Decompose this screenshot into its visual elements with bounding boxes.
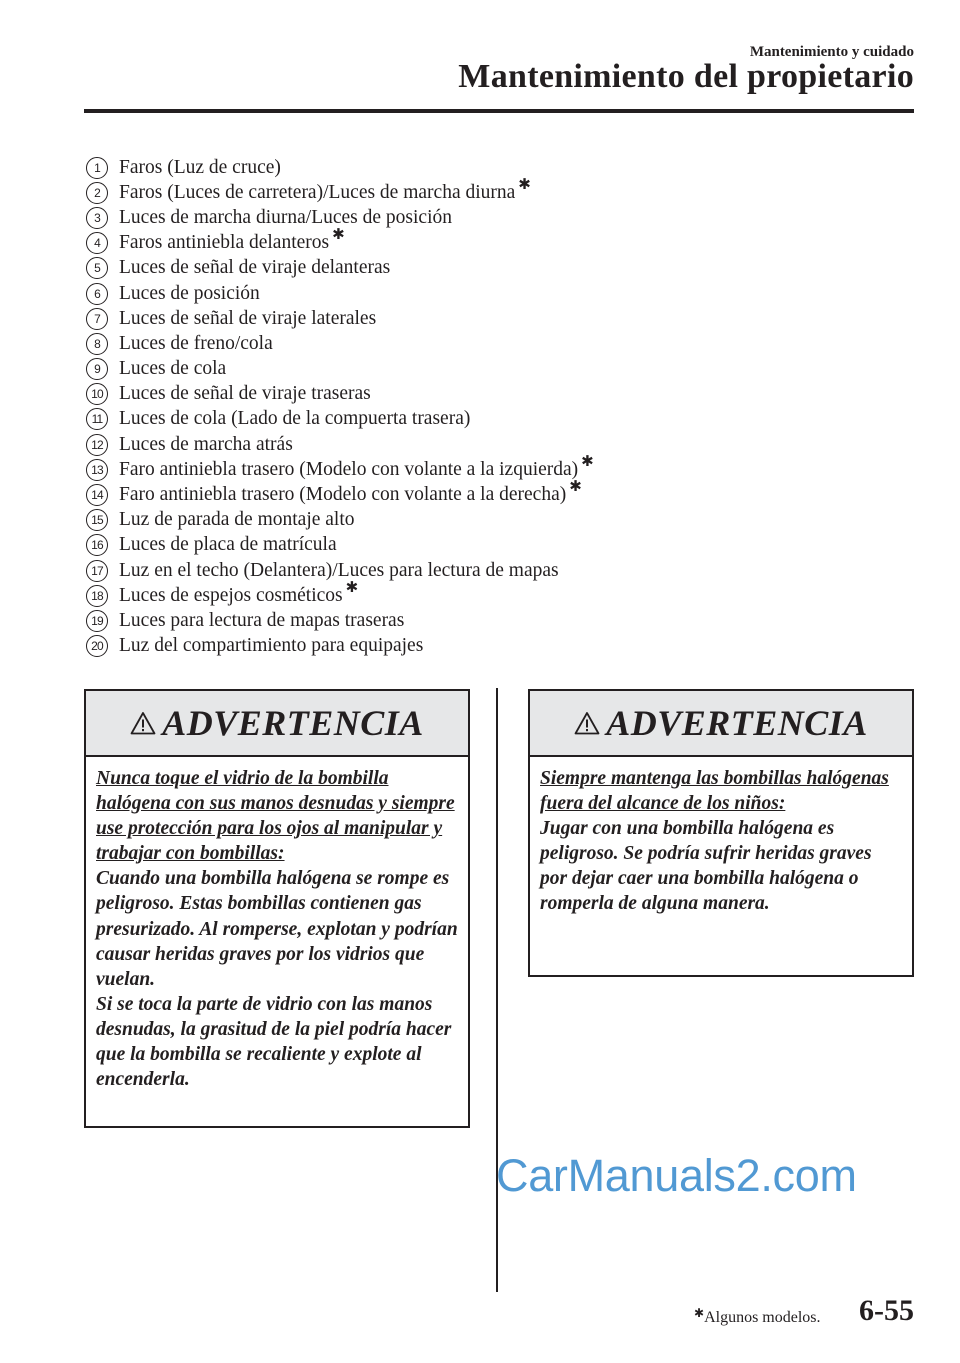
list-item — [86, 205, 866, 230]
page-title: Mantenimiento del propietario — [458, 58, 914, 95]
warning-body — [86, 757, 468, 1092]
list-item — [86, 577, 866, 608]
list-item — [86, 451, 866, 482]
item-text: Luces para lectura de mapas traseras — [119, 609, 405, 631]
item-number: 19 — [86, 610, 108, 632]
warning-box-children — [528, 689, 914, 977]
warning-body — [530, 757, 912, 917]
warning-triangle-icon — [574, 711, 600, 735]
footnote-star-icon: ✱ — [518, 174, 531, 193]
item-text: Faro antiniebla trasero (Modelo con volante a la izquierda) — [119, 458, 579, 480]
item-number: 14 — [86, 484, 108, 506]
footnote-star-icon: ✱ — [694, 1306, 705, 1320]
warning-header — [530, 691, 912, 757]
footnote-star-icon: ✱ — [581, 451, 594, 470]
warning-lead: Nunca toque el vidrio de la bombilla halógena con sus manos desnudas y siempre use protección para los ojos al manipular y trabajar con bombillas: — [96, 768, 455, 865]
item-text: Luces de señal de viraje delanteras — [119, 257, 391, 279]
list-item — [86, 634, 866, 659]
warning-title: ADVERTENCIA — [162, 703, 424, 743]
warning-text: Jugar con una bombilla halógena es peligroso. Se podría sufrir heridas graves por dejar caer una bombilla halógena o romperla de alguna manera. — [540, 818, 872, 915]
item-number: 17 — [86, 560, 108, 582]
item-number: 20 — [86, 635, 108, 657]
item-text: Luces de cola (Lado de la compuerta trasera) — [119, 408, 471, 430]
footnote-star-icon: ✱ — [332, 225, 345, 244]
item-number: 12 — [86, 434, 108, 456]
item-number: 16 — [86, 534, 108, 556]
warning-title: ADVERTENCIA — [606, 703, 868, 743]
item-number: 18 — [86, 585, 108, 607]
item-text: Faros (Luces de carretera)/Luces de marcha diurna — [119, 181, 516, 203]
warning-header — [86, 691, 468, 757]
item-text: Luces de cola — [119, 358, 227, 380]
list-item — [86, 432, 866, 457]
header-rule — [84, 109, 914, 113]
item-number: 3 — [86, 207, 108, 229]
item-number: 15 — [86, 509, 108, 531]
list-item — [86, 357, 866, 382]
list-item — [86, 174, 866, 205]
item-text: Luces de espejos cosméticos — [119, 584, 343, 606]
list-item — [86, 225, 866, 256]
item-number: 5 — [86, 257, 108, 279]
item-text: Luces de señal de viraje laterales — [119, 307, 377, 329]
warning-text: Cuando una bombilla halógena se rompe es peligroso. Estas bombillas contienen gas presurizado. Al romperse, explotan y podrían causar heridas graves por los vidrios que vuelan. — [96, 868, 458, 990]
item-number: 1 — [86, 157, 108, 179]
list-item — [86, 533, 866, 558]
item-text: Faro antiniebla trasero (Modelo con volante a la derecha) — [119, 484, 567, 506]
item-text: Luz del compartimiento para equipajes — [119, 635, 424, 657]
list-item — [86, 407, 866, 432]
list-item — [86, 558, 866, 583]
item-text: Faros (Luz de cruce) — [119, 156, 281, 178]
item-text: Faros antiniebla delanteros — [119, 232, 330, 254]
list-item — [86, 331, 866, 356]
item-number: 6 — [86, 283, 108, 305]
item-number: 9 — [86, 358, 108, 380]
warning-lead: Siempre mantenga las bombillas halógenas fuera del alcance de los niños: — [540, 768, 889, 815]
item-text: Luz en el techo (Delantera)/Luces para lectura de mapas — [119, 559, 559, 581]
item-text: Luces de marcha diurna/Luces de posición — [119, 206, 452, 228]
item-number: 13 — [86, 459, 108, 481]
item-number: 10 — [86, 383, 108, 405]
watermark-logo: CarManuals2.com — [496, 1150, 857, 1201]
warning-text: Si se toca la parte de vidrio con las manos desnudas, la grasitud de la piel podría hacer que la bombilla se recaliente y explote al encenderla. — [96, 993, 452, 1091]
list-item — [86, 477, 866, 507]
item-text: Luces de placa de matrícula — [119, 534, 337, 556]
item-text: Luces de freno/cola — [119, 332, 273, 354]
list-item — [86, 306, 866, 331]
item-text: Luces de posición — [119, 282, 260, 304]
item-number: 7 — [86, 308, 108, 330]
list-item — [86, 256, 866, 281]
page-number: 6-55 — [859, 1294, 914, 1327]
section-label: Mantenimiento y cuidado — [749, 44, 914, 60]
item-text: Luz de parada de montaje alto — [119, 509, 355, 531]
list-item — [86, 382, 866, 407]
footnote-star-icon: ✱ — [569, 477, 582, 496]
list-item — [86, 608, 866, 633]
list-item — [86, 281, 866, 306]
warning-triangle-icon — [130, 711, 156, 735]
item-number: 2 — [86, 182, 108, 204]
item-text: Luces de marcha atrás — [119, 433, 293, 455]
item-number: 8 — [86, 333, 108, 355]
list-item — [86, 155, 866, 180]
list-item — [86, 508, 866, 533]
item-text: Luces de señal de viraje traseras — [119, 383, 371, 405]
warning-box-halogen-handling — [84, 689, 470, 1128]
footnote — [694, 1306, 821, 1327]
footnote-star-icon: ✱ — [345, 577, 359, 596]
bulb-list — [86, 155, 866, 659]
item-number: 4 — [86, 232, 108, 254]
footnote-text: Algunos modelos. — [704, 1309, 821, 1326]
item-number: 11 — [86, 408, 108, 430]
